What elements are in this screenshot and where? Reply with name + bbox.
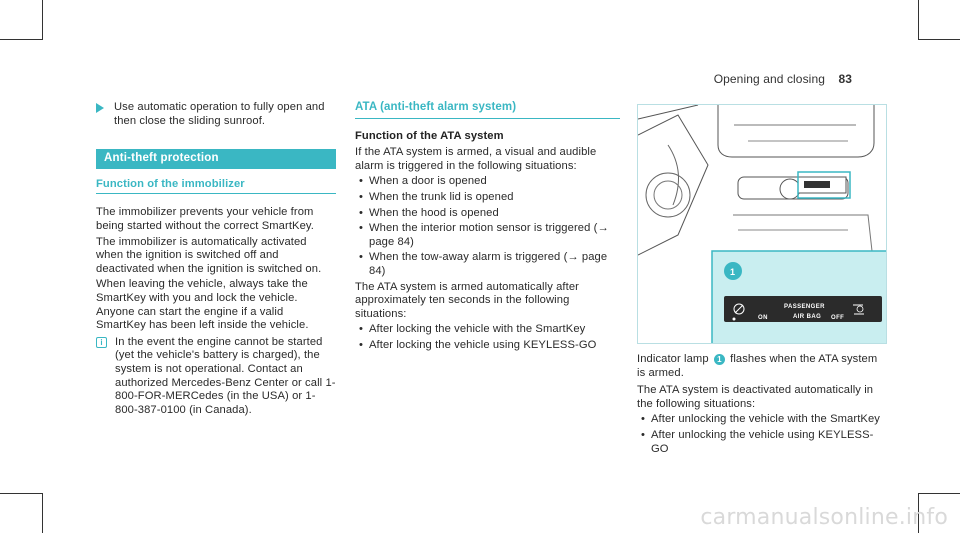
subheading-ata: Function of the ATA system — [355, 129, 504, 142]
info-note — [96, 336, 336, 418]
crop-mark — [42, 493, 43, 533]
instruction-step — [96, 101, 336, 128]
list-item: • When the tow-away alarm is triggered (→ page 84) — [359, 251, 608, 277]
crop-mark — [0, 39, 42, 40]
watermark: carmanualsonline.info — [700, 505, 948, 530]
page-number: 83 — [838, 72, 852, 86]
list-item: • After unlocking the vehicle using KEYLESS-GO — [641, 428, 874, 455]
arming-list — [355, 323, 620, 352]
panel-on-label: ON — [758, 315, 768, 321]
dashboard-illustration — [637, 104, 887, 344]
header-section-title: Opening and closing — [713, 72, 825, 86]
paragraph: When leaving the vehicle, always take the SmartKey with you and lock the vehicle. Anyone can start the engine if a valid SmartKey has been left inside the vehicle. — [96, 278, 309, 332]
list-item: • When the trunk lid is opened — [359, 190, 514, 203]
ata-title: ATA (anti-theft alarm system) — [355, 101, 620, 119]
crop-mark — [42, 0, 43, 40]
callout-number: 1 — [730, 267, 736, 277]
crop-mark — [918, 0, 919, 40]
section-title-bar: Anti-theft protection — [96, 149, 336, 169]
list-item: • After locking the vehicle using KEYLESS-GO — [359, 338, 597, 351]
deactivation-list — [637, 413, 887, 456]
paragraph: The immobilizer prevents your vehicle from being started without the correct SmartKey. — [96, 206, 314, 232]
panel-airbag-label: AIR BAG — [793, 314, 822, 320]
paragraph: The immobilizer is automatically activated when the ignition is switched off and deactivated when the ignition is switched on. — [96, 235, 322, 275]
crop-mark — [0, 493, 42, 494]
panel-off-label: OFF — [831, 315, 845, 321]
step-text: Use automatic operation to fully open and then close the sliding sunroof. — [114, 101, 325, 127]
subheading-immobilizer: Function of the immobilizer — [96, 178, 336, 195]
alarm-trigger-list — [355, 175, 620, 278]
note-text: In the event the engine cannot be started (yet the vehicle's battery is charged), the system is not operational. Contact an authorized Mercedes-Benz Center or call 1-800-FOR-MERCedes (in the USA) or 1-800-387-0100 (in Canada). — [115, 335, 336, 416]
list-item: • When a door is opened — [359, 175, 487, 188]
column-indicator — [637, 73, 887, 456]
paragraph: The ATA system is deactivated automatically in the following situations: — [637, 384, 874, 410]
crop-mark — [918, 493, 960, 494]
list-item: • After unlocking the vehicle with the SmartKey — [641, 413, 880, 426]
column-ata — [355, 101, 620, 353]
crop-mark — [918, 39, 960, 40]
figure-caption: Indicator lamp 1 flashes when the ATA system is armed. — [637, 353, 878, 379]
info-icon: i — [96, 337, 107, 348]
list-item: • When the interior motion sensor is triggered (→ page 84) — [359, 222, 609, 248]
column-immobilizer — [96, 101, 336, 417]
panel-passenger-label: PASSENGER — [784, 304, 825, 310]
list-item: • When the hood is opened — [359, 206, 499, 219]
play-arrow-icon — [96, 103, 104, 113]
paragraph: The ATA system is armed automatically after approximately ten seconds in the following situations: — [355, 280, 579, 320]
dashboard-drawing — [638, 105, 887, 344]
list-item: • After locking the vehicle with the SmartKey — [359, 323, 586, 336]
paragraph: If the ATA system is armed, a visual and audible alarm is triggered in the following situations: — [355, 146, 597, 172]
callout-badge: 1 — [714, 354, 725, 365]
